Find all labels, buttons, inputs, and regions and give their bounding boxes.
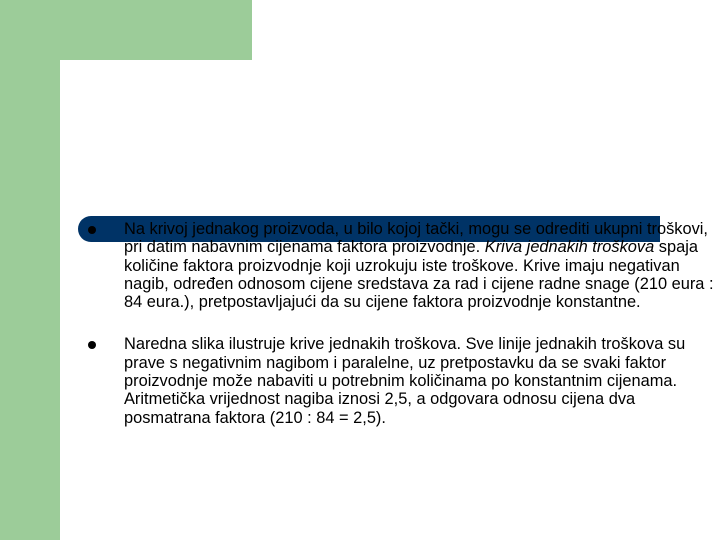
bullet-dot-icon bbox=[88, 341, 96, 349]
bullet-1-text-after: spaja količine faktora proizvodnje koji uzrokuju iste troškove. Krive imaju negativan nagib, određen odnosom cijene sredstava za rad i cijene radne snage (210 eura : 84 eura.), pretpostavljajući da su cijene faktora proizvodnje konstantne. bbox=[124, 238, 714, 312]
bullet-item-1 bbox=[88, 220, 716, 311]
bullet-item-2 bbox=[88, 335, 716, 426]
bullet-text-2: Naredna slika ilustruje krive jednakih troškova. Sve linije jednakih troškova su prave s negativnim nagibom i paralelne, uz pretpostavku da se svaki faktor proizvodnje može nabaviti u potrebnim količinama po konstantnim cijenama. Aritmetička vrijednost nagiba iznosi 2,5, a odgovara odnosu cijena dva posmatrana faktora (210 : 84 = 2,5). bbox=[124, 335, 686, 427]
bullet-1-text-before: Na krivoj jednakog proizvoda, u bilo kojoj tački, mogu se odrediti ukupni troškovi, pri datim nabavnim cijenama faktora proizvodnje. bbox=[124, 220, 708, 257]
green-side-band bbox=[0, 0, 60, 540]
bullet-text-1 bbox=[124, 220, 714, 311]
green-top-band bbox=[0, 0, 252, 60]
bullet-1-emphasis: Kriva jednakih troškova bbox=[484, 238, 655, 257]
slide-content bbox=[88, 220, 716, 451]
bullet-dot-icon bbox=[88, 226, 96, 234]
